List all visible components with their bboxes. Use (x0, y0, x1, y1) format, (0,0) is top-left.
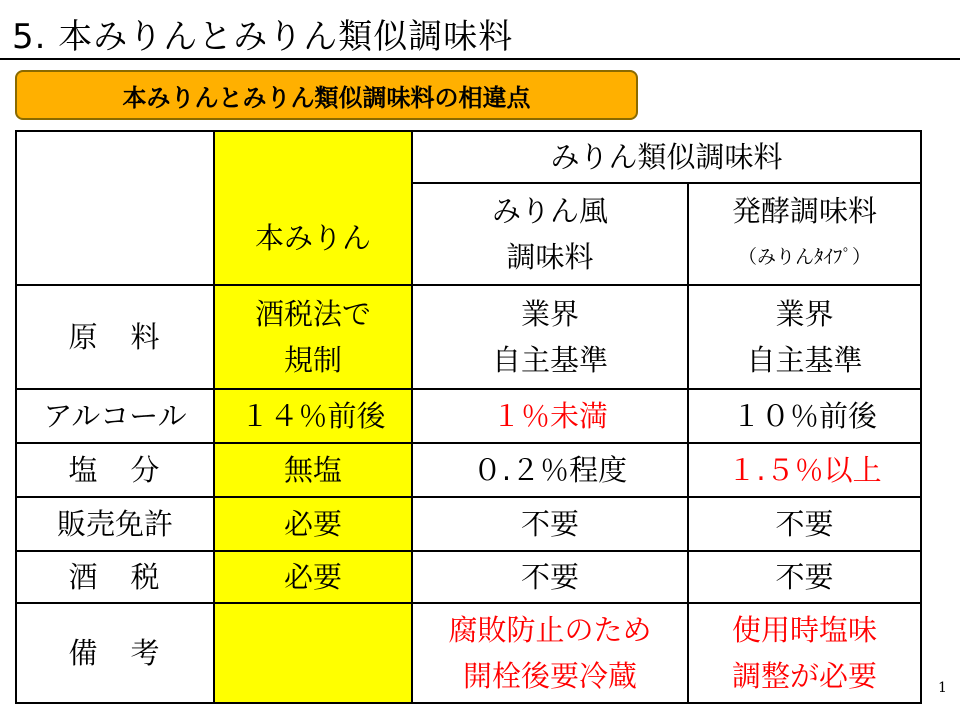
cell-hon-genryo (214, 285, 412, 389)
cell-fu-genryo (412, 285, 688, 389)
header-hon-mirin-label: 本みりん (254, 221, 371, 255)
cell-text: 腐敗防止のため (448, 613, 652, 647)
cell-fu-alcohol: １％未満 (412, 389, 688, 443)
cell-hakko-enbun: １.５％以上 (688, 443, 921, 497)
cell-hakko-genryo (688, 285, 921, 389)
header-mirin-fu-line1: みりん風 (491, 194, 608, 228)
table-row (16, 551, 921, 603)
cell-hakko-alcohol: １０％前後 (688, 389, 921, 443)
cell-hakko-shuzei: 不要 (688, 551, 921, 603)
header-hakko-line1: 発酵調味料 (732, 194, 878, 228)
cell-hon-shuzei: 必要 (214, 551, 412, 603)
cell-fu-enbun: ０.２％程度 (412, 443, 688, 497)
header-empty-cell (16, 131, 214, 285)
cell-text: 開栓後要冷蔵 (462, 659, 637, 693)
row-label-enbun: 塩 分 (16, 443, 214, 497)
table-row (16, 389, 921, 443)
header-group-label: みりん類似調味料 (550, 140, 783, 174)
comparison-table (15, 130, 922, 704)
row-label-genryo: 原 料 (16, 285, 214, 389)
cell-hon-biko (214, 603, 412, 703)
table-row (16, 497, 921, 551)
header-hon-mirin (214, 131, 412, 285)
table-row (16, 603, 921, 703)
page-title: 5. 本みりんとみりん類似調味料 (12, 17, 514, 57)
page-number: 1 (938, 680, 947, 696)
table-row (16, 285, 921, 389)
cell-fu-biko (412, 603, 688, 703)
row-label-hanbai: 販売免許 (16, 497, 214, 551)
cell-hon-enbun: 無塩 (214, 443, 412, 497)
table-row (16, 443, 921, 497)
cell-text: 調整が必要 (732, 659, 878, 693)
cell-text: 業界 (520, 297, 579, 331)
row-label-biko: 備 考 (16, 603, 214, 703)
row-label-alcohol: アルコール (16, 389, 214, 443)
table-row-group-header (16, 131, 921, 183)
cell-hon-alcohol: １４％前後 (214, 389, 412, 443)
header-group-ruiji (412, 131, 921, 183)
cell-text: 自主基準 (746, 343, 863, 377)
cell-fu-hanbai: 不要 (412, 497, 688, 551)
cell-text: 使用時塩味 (732, 613, 878, 647)
header-hakko-line2: （みりんﾀｲﾌﾟ） (738, 246, 872, 268)
cell-hakko-biko (688, 603, 921, 703)
subtitle-text: 本みりんとみりん類似調味料の相違点 (122, 83, 531, 112)
header-mirin-fu (412, 183, 688, 285)
cell-text: 自主基準 (491, 343, 608, 377)
row-label-shuzei: 酒 税 (16, 551, 214, 603)
cell-fu-shuzei: 不要 (412, 551, 688, 603)
cell-text: 規制 (283, 343, 342, 377)
cell-text: 酒税法で (254, 297, 371, 331)
header-mirin-fu-line2: 調味料 (506, 240, 594, 274)
cell-hon-hanbai: 必要 (214, 497, 412, 551)
cell-text: 業界 (775, 297, 834, 331)
title-underline (0, 58, 960, 60)
header-hakko (688, 183, 921, 285)
subtitle-banner (15, 70, 638, 120)
cell-hakko-hanbai: 不要 (688, 497, 921, 551)
